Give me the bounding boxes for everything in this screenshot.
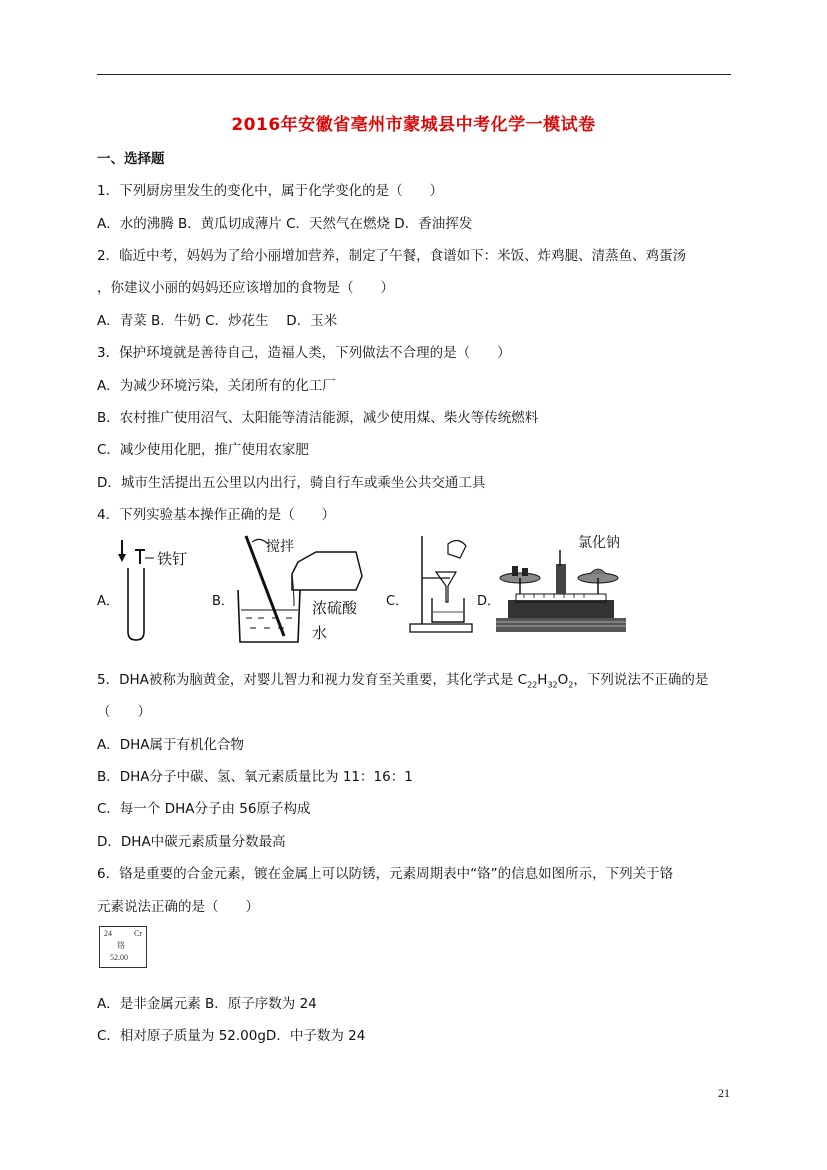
question-5-option-b: B．DHA分子中碳、氢、氧元素质量比为 11：16：1 [97, 769, 413, 785]
cr-atomic-mass: 52.00 [110, 953, 128, 962]
question-6-line-1: 6．铬是重要的合金元素，镀在金属上可以防锈，元素周期表中“铬”的信息如图所示，下列关于铬 [97, 866, 674, 882]
question-5-line-1 [97, 671, 708, 695]
beaker-dilution-figure [228, 532, 368, 647]
question-2-options: A．青菜 B．牛奶 C．炒花生 D．玉米 [97, 313, 338, 329]
balance-scale-figure [494, 548, 628, 636]
question-2-line-2: ，你建议小丽的妈妈还应该增加的食物是（ ） [97, 280, 394, 296]
label-sodium-chloride: 氯化钠 [578, 535, 620, 551]
formula-h: H [537, 672, 548, 688]
question-6-line-2: 元素说法正确的是（ ） [97, 899, 259, 915]
label-water: 水 [312, 624, 328, 642]
question-5-text: 5．DHA被称为脑黄金，对婴儿智力和视力发育至关重要，其化学式是 C [97, 672, 528, 688]
question-1: 1．下列厨房里发生的变化中，属于化学变化的是（ ） [97, 183, 444, 199]
formula-o-count: 2 [568, 680, 574, 690]
question-3-option-b: B．农村推广使用沼气、太阳能等清洁能源，减少使用煤、柴火等传统燃料 [97, 410, 539, 426]
label-stir: 搅拌 [266, 539, 294, 555]
question-5-option-d: D．DHA中碳元素质量分数最高 [97, 834, 286, 850]
question-1-options: A．水的沸腾 B．黄瓜切成薄片 C．天然气在燃烧 D．香油挥发 [97, 216, 473, 232]
question-6-options-ab: A．是非金属元素 B．原子序数为 24 [97, 996, 317, 1012]
cr-symbol: Cr [134, 929, 142, 938]
question-5-option-a: A．DHA属于有机化合物 [97, 737, 245, 753]
question-2-line-1: 2．临近中考，妈妈为了给小丽增加营养，制定了午餐，食谱如下：米饭、炸鸡腿、清蒸鱼、鸡蛋汤 [97, 248, 687, 264]
question-5-text-end: ，下列说法不正确的是 [573, 672, 709, 688]
question-5-option-c: C．每一个 DHA分子由 56原子构成 [97, 801, 311, 817]
formula-h-count: 32 [547, 680, 558, 690]
q4-option-b-label: B． [212, 594, 234, 609]
question-5-line-2: （ ） [97, 704, 151, 720]
section-heading: 一、选择题 [97, 151, 165, 167]
formula-c-count: 22 [527, 680, 538, 690]
page-title: 2016年安徽省亳州市蒙城县中考化学一模试卷 [231, 115, 596, 135]
label-conc-sulfuric-acid: 浓硫酸 [312, 599, 358, 617]
header-rule [97, 74, 731, 75]
question-3-option-c: C．减少使用化肥，推广使用农家肥 [97, 442, 309, 458]
question-6-options-cd: C．相对原子质量为 52.00gD．中子数为 24 [97, 1028, 366, 1044]
question-3: 3．保护环境就是善待自己，造福人类，下列做法不合理的是（ ） [97, 345, 511, 361]
question-4: 4．下列实验基本操作正确的是（ ） [97, 507, 336, 523]
q4-option-a-label: A． [97, 594, 119, 609]
page-number: 21 [718, 1086, 730, 1100]
formula-o: O [557, 672, 569, 688]
question-3-option-d: D．城市生活提出五公里以内出行，骑自行车或乘坐公共交通工具 [97, 475, 486, 491]
q4-option-c-label: C． [386, 594, 409, 609]
q4-option-d-label: D． [477, 594, 501, 609]
filtration-figure [402, 532, 482, 634]
label-iron-nail: 铁钉 [157, 550, 188, 568]
question-3-option-a: A．为减少环境污染，关闭所有的化工厂 [97, 378, 336, 394]
cr-name: 铬 [117, 941, 125, 950]
cr-atomic-number: 24 [104, 929, 112, 938]
chromium-element-tile [99, 926, 147, 968]
